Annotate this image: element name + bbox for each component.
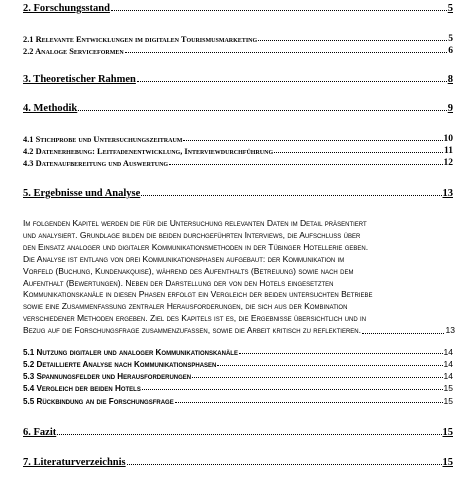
toc-label: 4.2 Datenerhebung: Leitfadenentwicklung, Interviewdurchführung xyxy=(23,147,274,156)
toc-page: 5 xyxy=(447,3,453,14)
intro-line: den Einsatz analoger und digitaler Kommunikationsmethoden in der Tübinger Hotellerie geben. xyxy=(23,241,369,252)
toc-leader xyxy=(127,464,442,465)
toc-label: 5. Ergebnisse und Analyse xyxy=(23,188,141,199)
toc-section-5-5[interactable] xyxy=(23,396,453,406)
toc-label: 5.4 Vergleich der beiden Hotels xyxy=(23,384,141,393)
toc-label: 2.2 Analoge Serviceformen xyxy=(23,47,124,56)
toc-page: 15 xyxy=(442,427,453,438)
intro-line: und analysiert. Grundlage bilden die beiden durchgeführten Interviews, die Aufschluss über xyxy=(23,229,361,240)
toc-label: 3. Theoretischer Rahmen xyxy=(23,74,136,85)
toc-label: 2.1 Relevante Entwicklungen im digitalen Tourismusmarketing xyxy=(23,35,258,44)
intro-line: Kommunikationskanäle in diesen Phasen erfolgt ein Vergleich der beiden untersuchten Betriebe xyxy=(23,289,373,300)
intro-line: Die Analyse ist entlang von drei Kommunikationsphasen aufgebaut: der Kommunikation im xyxy=(23,253,345,264)
toc-page: 5 xyxy=(448,34,453,44)
toc-label: 4.3 Datenaufbereitung und Auswertung xyxy=(23,159,169,168)
toc-leader xyxy=(142,389,443,390)
toc-page: 13 xyxy=(442,188,453,199)
toc-section-4-3[interactable] xyxy=(23,158,453,168)
toc-section-5-3[interactable] xyxy=(23,371,453,381)
toc-label: 4. Methodik xyxy=(23,103,78,114)
toc-label: 2. Forschungsstand xyxy=(23,3,110,14)
toc-page: 6 xyxy=(448,46,453,56)
toc-leader xyxy=(192,377,442,378)
toc-page: 13 xyxy=(445,325,455,336)
toc-leader xyxy=(258,40,447,41)
intro-line: sowie eine Zusammenfassung zentraler Herausforderungen, die sich aus der Kombination xyxy=(23,301,348,312)
toc-label: 7. Literaturverzeichnis xyxy=(23,457,126,468)
toc-leader xyxy=(125,52,448,53)
chapter-5-intro-text xyxy=(23,218,455,337)
toc-chapter-3[interactable] xyxy=(23,74,453,85)
toc-leader xyxy=(274,152,443,153)
toc-leader xyxy=(169,164,442,165)
toc-page: 12 xyxy=(443,158,453,168)
intro-line: Im folgenden Kapitel werden die für die Untersuchung relevanten Daten im Detail präsentiert xyxy=(23,218,367,228)
toc-leader xyxy=(78,110,446,111)
toc-leader xyxy=(141,195,441,196)
toc-label: 4.1 Stichprobe und Untersuchungszeitraum xyxy=(23,135,183,144)
toc-label: 5.5 Rückbindung an die Forschungsfrage xyxy=(23,397,174,406)
toc-chapter-4[interactable] xyxy=(23,103,453,114)
toc-page: 14 xyxy=(443,347,453,357)
toc-chapter-7[interactable] xyxy=(23,457,453,468)
toc-section-5-1[interactable] xyxy=(23,347,453,357)
toc-label: 6. Fazit xyxy=(23,427,57,438)
toc-section-4-1[interactable] xyxy=(23,134,453,144)
toc-leader xyxy=(183,140,442,141)
toc-page: 9 xyxy=(447,103,453,114)
toc-page: 8 xyxy=(447,74,453,85)
intro-line: verschiedener Methoden ergeben. Ziel des Kapitels ist es, die Ergebnisse übersichtlich und in xyxy=(23,313,367,324)
toc-chapter-6[interactable] xyxy=(23,427,453,438)
intro-last-line xyxy=(23,325,455,337)
toc-page: 14 xyxy=(443,359,453,369)
toc-chapter-2[interactable] xyxy=(23,3,453,14)
toc-page: 15 xyxy=(443,383,453,393)
toc-label: 5.3 Spannungsfelder und Herausforderungen xyxy=(23,372,192,381)
toc-section-2-2[interactable] xyxy=(23,46,453,56)
toc-leader xyxy=(111,10,447,11)
toc-page: 15 xyxy=(443,396,453,406)
toc-page: 11 xyxy=(444,146,453,156)
toc-section-4-2[interactable] xyxy=(23,146,453,156)
toc-leader xyxy=(362,333,444,334)
intro-line: Vorfeld (Buchung, Kundenakquise), während des Aufenthalts (Betreuung) sowie nach dem xyxy=(23,265,354,276)
toc-leader xyxy=(239,353,443,354)
toc-section-5-4[interactable] xyxy=(23,383,453,393)
toc-leader xyxy=(137,81,447,82)
intro-line: Aufenthalt (Bewertungen). Neben der Darstellung der von den Hotels eingesetzten xyxy=(23,277,334,288)
intro-line: Bezug auf die Forschungsfrage zusammenzufassen, sowie die Arbeit kritisch zu reflektieren. xyxy=(23,325,362,336)
toc-leader xyxy=(57,434,441,435)
toc-leader xyxy=(217,365,442,366)
toc-page: 10 xyxy=(443,134,453,144)
toc-page: 14 xyxy=(443,371,453,381)
toc-page: 15 xyxy=(442,457,453,468)
toc-label: 5.1 Nutzung digitaler und analoger Kommunikationskanäle xyxy=(23,348,238,357)
toc-chapter-5[interactable] xyxy=(23,188,453,199)
toc-section-5-2[interactable] xyxy=(23,359,453,369)
toc-label: 5.2 Detaillierte Analyse nach Kommunikationsphasen xyxy=(23,360,217,369)
toc-section-2-1[interactable] xyxy=(23,34,453,44)
toc-leader xyxy=(175,402,443,403)
